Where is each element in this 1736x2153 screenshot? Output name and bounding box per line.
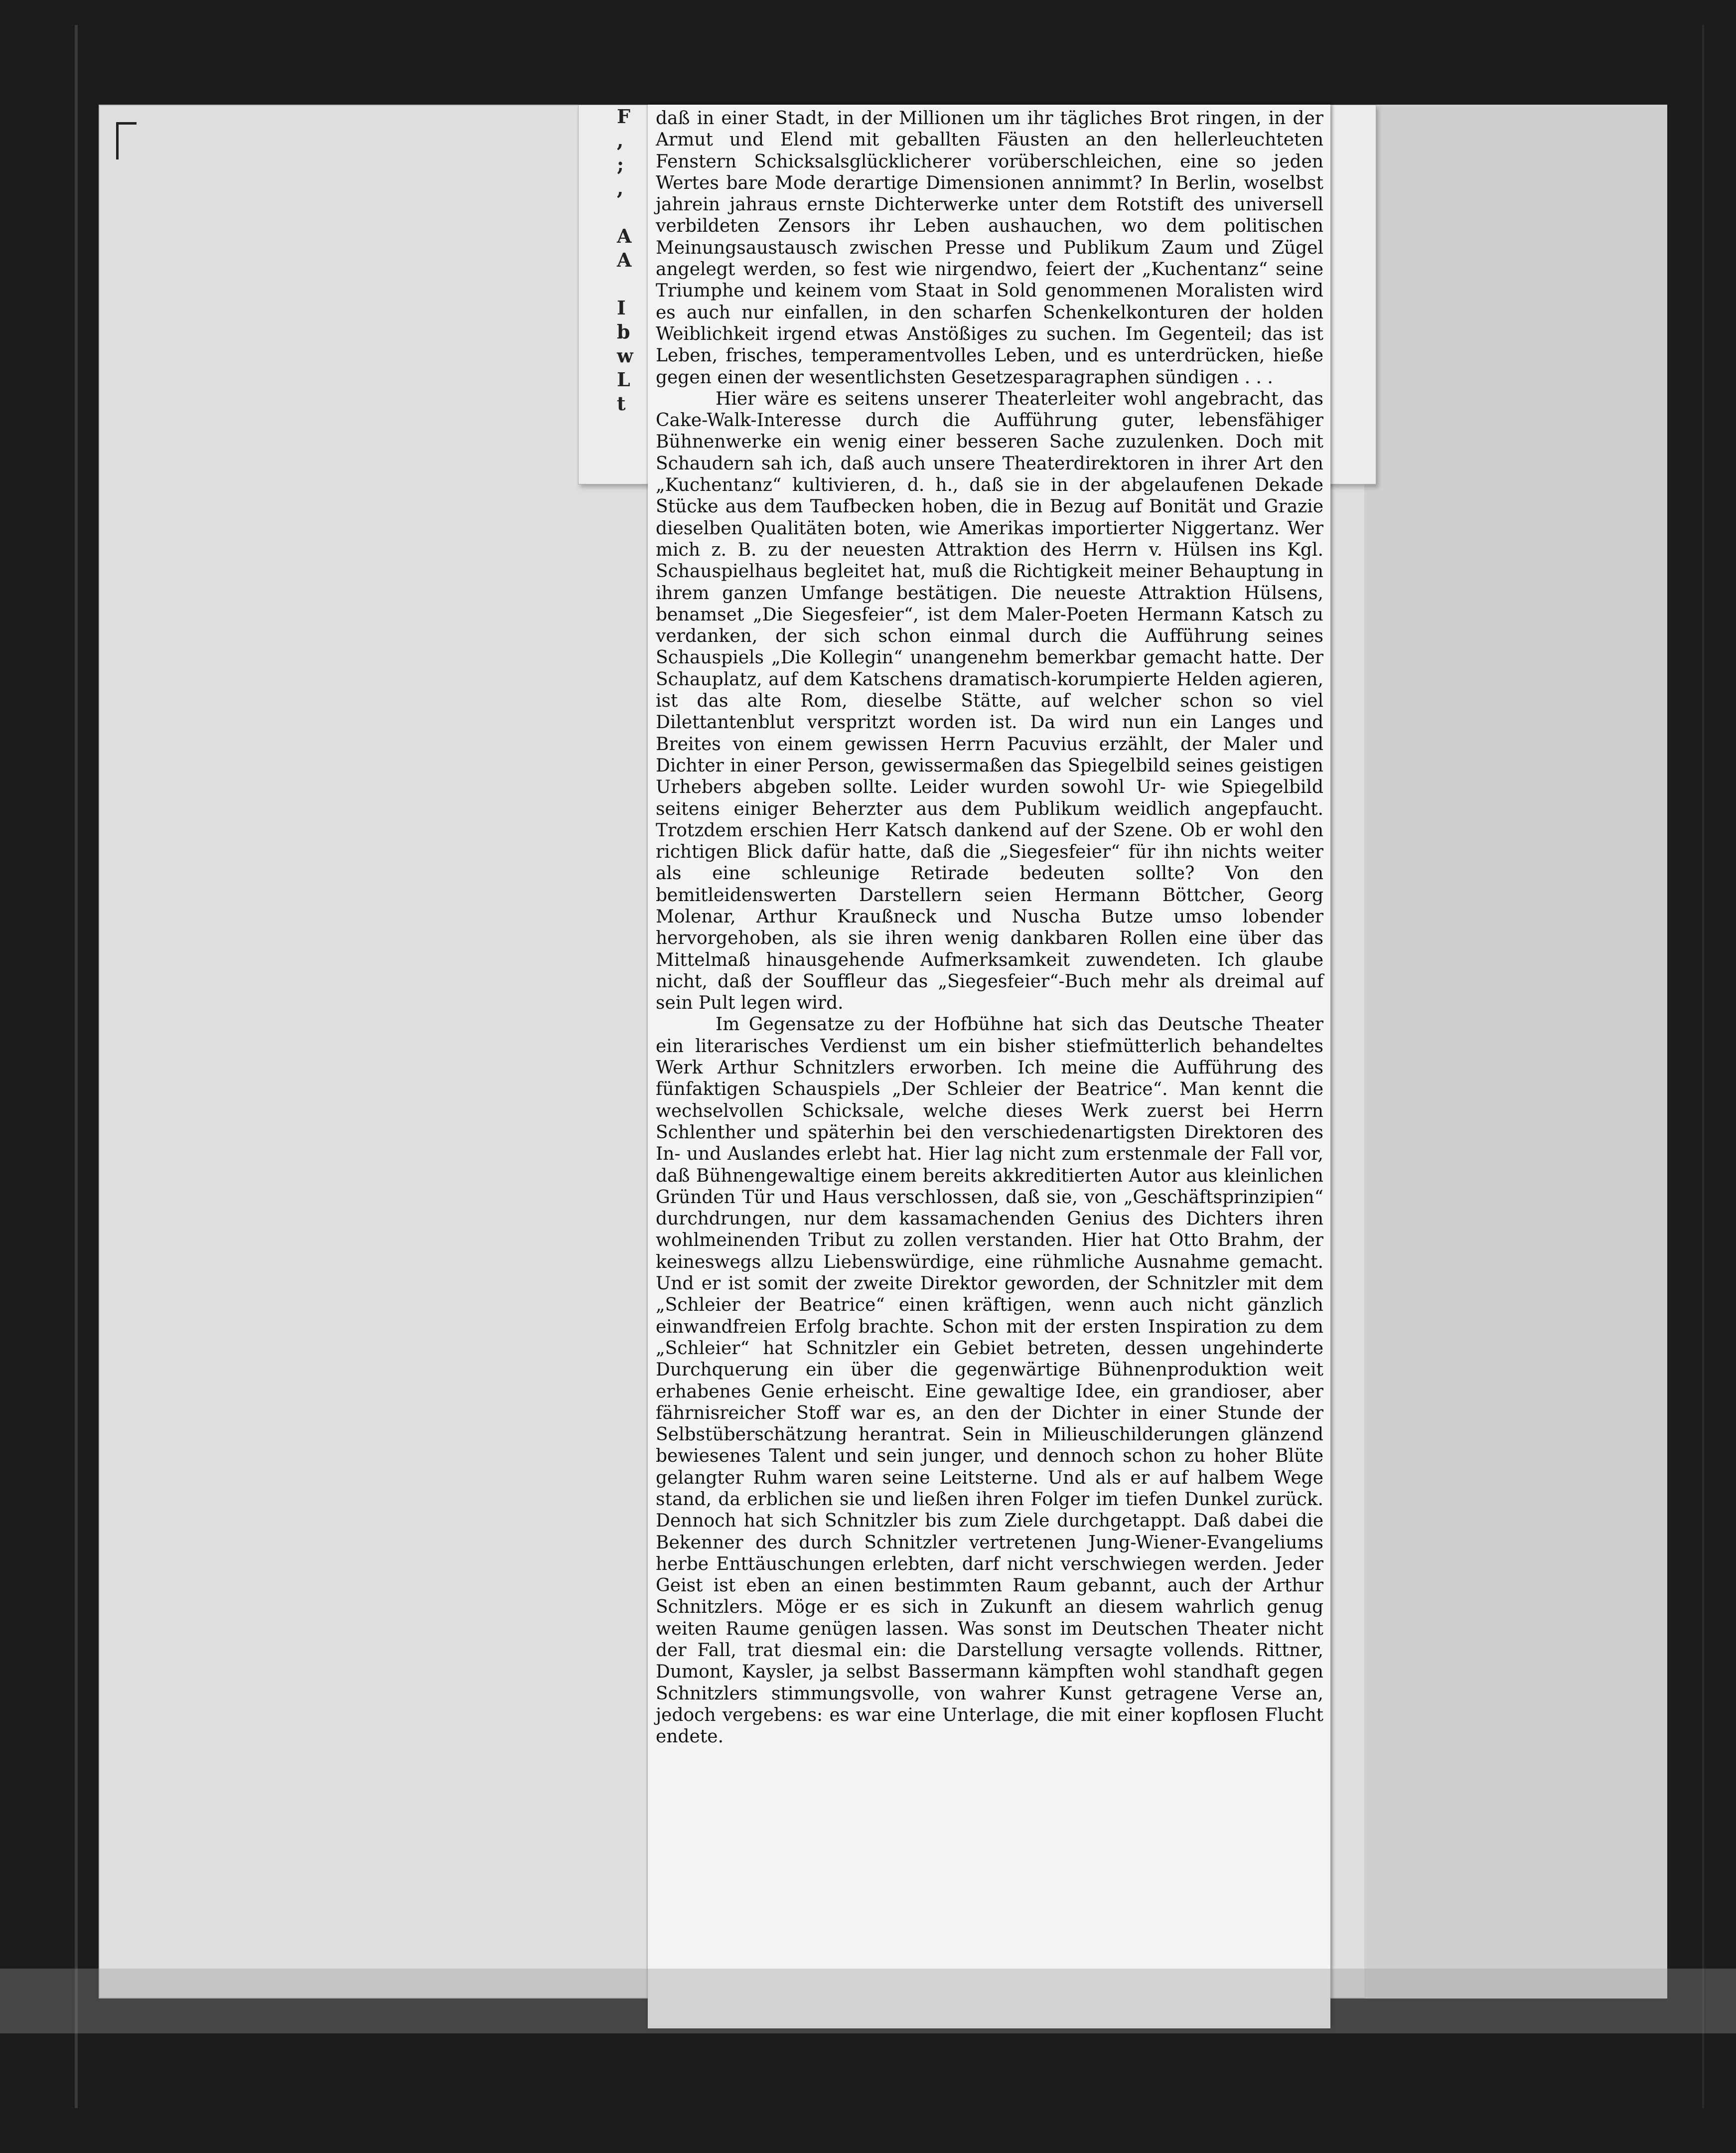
underlying-letter: w [617, 344, 633, 367]
underlying-letter: , [617, 129, 624, 152]
underlying-letter: L [617, 368, 630, 391]
underlying-letter: A [617, 249, 632, 271]
underlying-letter: t [617, 392, 626, 415]
underlying-letter: A [617, 225, 632, 247]
clipping-article-text [656, 108, 1323, 1748]
underlying-letter: b [617, 320, 630, 343]
underlying-letter: F [617, 105, 630, 128]
corner-crop-mark [116, 122, 137, 159]
article-paragraph: Hier wäre es seitens unserer Theaterleiter wohl angebracht, das Cake-Walk-Interesse durch die Aufführung guter, lebensfähiger Bühnenwerke ein wenig einer besseren Sache zuzulenken. Doch mit Schaudern sah ich, daß auch unsere Theaterdirektoren in ihrer Art den „Kuchentanz“ kultivieren, d. h., daß sie in der abgelaufenen Dekade Stücke aus dem Taufbecken hoben, die in Bezug auf Bonität und Grazie dieselben Qualitäten boten, wie Amerikas importierter Niggertanz. Wer mich z. B. zu der neuesten Attraktion des Herrn v. Hülsen ins Kgl. Schauspielhaus begleitet hat, muß die Richtigkeit meiner Behauptung in ihrem ganzen Umfange bestätigen. Die neueste Attraktion Hülsens, benamset „Die Siegesfeier“, ist dem Maler-Poeten Hermann Katsch zu verdanken, der sich schon einmal durch die Aufführung seines Schauspiels „Die Kollegin“ unangenehm bemerkbar gemacht hatte. Der Schauplatz, auf dem Katschens dramatisch-korumpierte Helden agieren, ist das alte Rom, dieselbe Stätte, auf welcher schon so viel Dilettantenblut verspritzt worden ist. Da wird nun ein Langes und Breites von einem gewissen Herrn Pacuvius erzählt, der Maler und Dichter in einer Person, gewissermaßen das Spiegelbild seines geistigen Urhebers abgeben sollte. Leider wurden sowohl Ur- wie Spiegelbild seitens einiger Beherzter aus dem Publikum weidlich angepfaucht. Trotzdem erschien Herr Katsch dankend auf der Szene. Ob er wohl den richtigen Blick dafür hatte, daß die „Siegesfeier“ für ihn nichts weiter als eine schleunige Retirade bedeuten sollte? Von den bemitleidenswerten Darstellern seien Hermann Böttcher, Georg Molenar, Arthur Kraußneck und Nuscha Butze umso lobender hervorgehoben, als sie ihren wenig dankbaren Rollen eine über das Mittelmaß hinausgehende Aufmerksamkeit zuwendeten. Ich glaube nicht, daß der Souffleur das „Siegesfeier“-Buch mehr als dreimal auf sein Pult legen wird. [656, 388, 1323, 1014]
underlying-letter [617, 272, 637, 296]
article-paragraph: Im Gegensatze zu der Hofbühne hat sich das Deutsche Theater ein literarisches Verdienst um ein bisher stiefmütterlich behandeltes Werk Arthur Schnitzlers erworben. Ich meine die Aufführung des fünfaktigen Schauspiels „Der Schleier der Beatrice“. Man kennt die wechselvollen Schicksale, welche dieses Werk zuerst bei Herrn Schlenther und späterhin bei den verschiedenartigsten Direktoren des In- und Auslandes erlebt hat. Hier lag nicht zum erstenmale der Fall vor, daß Bühnengewaltige einem bereits akkreditierten Autor aus kleinlichen Gründen Tür und Haus verschlossen, daß sie, von „Geschäftsprinzipien“ durchdrungen, nur dem kassamachenden Genius des Dichters ihren wohlmeinenden Tribut zu zollen verstanden. Hier hat Otto Brahm, der keineswegs allzu Liebenswürdige, eine rühmliche Ausnahme gemacht. Und er ist somit der zweite Direktor geworden, der Schnitzler mit dem „Schleier der Beatrice“ einen kräftigen, wenn auch nicht gänzlich einwandfreien Erfolg brachte. Schon mit der ersten Inspiration zu dem „Schleier“ hat Schnitzler ein Gebiet betreten, dessen ungehinderte Durchquerung ein über die gegenwärtige Bühnenproduktion weit erhabenes Genie erheischt. Eine gewaltige Idee, ein grandioser, aber fährnisreicher Stoff war es, an den der Dichter in einer Stunde der Selbstüberschätzung herantrat. Sein in Milieuschilderungen glänzend bewiesenes Talent und sein junger, und dennoch schon zu hoher Blüte gelangter Ruhm waren seine Leitsterne. Und als er auf halbem Wege stand, da erblichen sie und ließen ihren Folger im tiefen Dunkel zurück. Dennoch hat sich Schnitzler bis zum Ziele durchgetappt. Daß dabei die Bekenner des durch Schnitzler vertretenen Jung-Wiener-Evangeliums herbe Enttäuschungen erlebten, darf nicht verschwiegen werden. Jeder Geist ist eben an einen bestimmten Raum gebannt, auch der Arthur Schnitzlers. Möge er es sich in Zukunft an diesem wahrlich genug weiten Raume genügen lassen. Was sonst im Deutschen Theater nicht der Fall, trat diesmal ein: die Darstellung versagte vollends. Rittner, Dumont, Kaysler, ja selbst Bassermann kämpften wohl standhaft gegen Schnitzlers stimmungsvolle, von wahrer Kunst getragene Verse an, jedoch vergebens: es war eine Unterlage, die mit einer kopflosen Flucht endete. [656, 1014, 1323, 1747]
underlying-letter: I [617, 297, 626, 319]
underlying-letter: , [617, 177, 624, 199]
scan-exposure-band [0, 1969, 1736, 2033]
underlying-letter [617, 200, 637, 224]
article-paragraph: daß in einer Stadt, in der Millionen um ihr tägliches Brot ringen, in der Armut und Elend mit geballten Fäusten an den hellerleuchteten Fenstern Schicksalsglücklicherer vorüberschleichen, eine so jeden Wertes bare Mode derartige Dimensionen annimmt? In Berlin, woselbst jahrein jahraus ernste Dichterwerke unter dem Rotstift des universell verbildeten Zensors ihr Leben aushauchen, wo dem politischen Meinungsaustausch zwischen Presse und Publikum Zaum und Zügel angelegt werden, so fest wie nirgendwo, feiert der „Kuchentanz“ seine Triumphe und keinem vom Staat in Sold genommenen Moralisten wird es auch nur einfallen, in den scharfen Schenkelkonturen der holden Weiblichkeit irgend etwas Anstößiges zu suchen. Im Gegenteil; das ist Leben, frisches, temperamentvolles Leben, und es unterdrücken, hieße gegen einen der wesentlichsten Gesetzesparagraphen sündigen . . . [656, 108, 1323, 388]
underlying-letter: ; [617, 153, 624, 175]
underlying-clipping-letters [617, 105, 637, 416]
